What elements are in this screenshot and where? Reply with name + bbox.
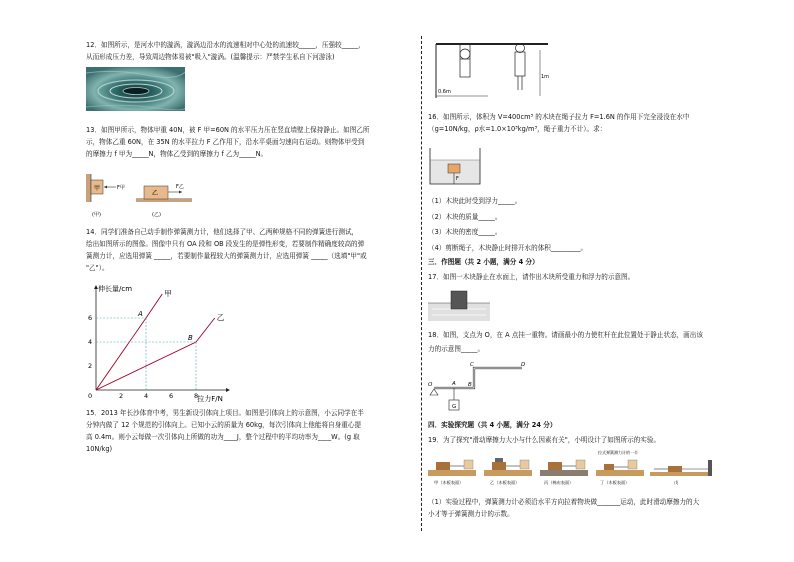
x-axis-label: 拉力F/N (197, 395, 223, 403)
q13-figure (86, 172, 196, 220)
q16-line2: （g=10N/kg，ρ水=1.0×10³kg/m³，绳子重力不计）。求： (428, 125, 607, 133)
q16-a4: （4）剪断绳子，木块静止时排开水的体积_________。 (428, 244, 588, 252)
q14-line2: 绘出如图所示的图像。图像中只有 OA 段和 OB 段发生的是弹性形变，若要制作精确度较高的弹 (86, 240, 365, 248)
q16-a3: （3）木块的密度_____。 (428, 228, 502, 236)
section-3-title: 三．作图题（共 2 小题，满分 4 分） (428, 258, 539, 266)
label-C: C (470, 362, 474, 368)
x-axis-arrow (226, 388, 230, 392)
q15-line4: 10N/kg) (86, 445, 113, 453)
q19-line1: 19．为了探究"滑动摩擦力大小与什么因素有关"，小明设计了如图所示的实验。 (428, 436, 661, 444)
label-06m: 0.6m (438, 89, 451, 95)
label-A: A (452, 381, 456, 387)
q16-force-label: F (456, 176, 459, 182)
label-D: D (521, 362, 526, 368)
q15-line1: 15．2013 年长沙体育中考，男生新设引体向上项目。如图是引体向上的示意图，小云同学在半 (86, 409, 364, 417)
caption-3: 丙（棉布表面） (544, 480, 574, 485)
column-divider (421, 36, 422, 531)
q14-line4: "乙"）。 (86, 264, 109, 272)
q12-line1: 12．如图所示，是河水中的漩涡，漩涡边沿水的流速相对中心处的流速较_____，压强较_____， (86, 41, 365, 49)
q18-line2: 力的示意图_____。 (428, 345, 485, 353)
label-G: G (452, 404, 457, 410)
x-tick-2: 2 (119, 392, 124, 400)
q19-a1-line1: （1）实验过程中，弹簧测力计必须沿水平方向拉着物块做_______运动，此时滑动摩擦力的大 (428, 498, 700, 506)
q14-line1: 14．同学们准备自己动手制作弹簧测力计，他们选择了甲、乙两种规格不同的弹簧进行测试， (86, 228, 359, 236)
label-1m: 1m (541, 74, 550, 80)
caption-5: 戊 (674, 480, 679, 485)
q19-top-note: 拉式弹簧测力计的一半 (598, 450, 638, 455)
point-label-A: A (138, 310, 143, 318)
block-yi-label: 乙 (152, 190, 159, 197)
origin-label: 0 (88, 392, 93, 400)
caption-4: 丁（木板表面） (600, 480, 630, 485)
q12-line2: 从而形成压力差，导致周边物体易被"吸入"漩涡。(温馨提示：严禁学生私自下河游泳) (86, 53, 335, 61)
q18-line1: 18．如图，支点为 O，在 A 点挂一重物。请画最小的力使杠杆在此位置处于静止状态，画出该 (428, 331, 703, 339)
series-name-jia: 甲 (164, 289, 172, 298)
y-axis-label: 伸长量/cm (98, 285, 133, 293)
force-yi-label: F乙 (176, 184, 184, 190)
y-tick-4: 4 (88, 338, 93, 346)
q19-experiment-figure (428, 448, 716, 492)
q13-line1: 13．如图甲所示，物体甲重 40N，被 F 甲=60N 的水平压力压在竖直墙壁上保持静止。如图乙所 (86, 126, 370, 134)
caption-yi: (乙) (152, 212, 161, 218)
q17-figure (428, 285, 490, 321)
q19-a1-line2: 小才等于弹簧测力计的示数。 (428, 510, 514, 518)
whirlpool-photo (86, 67, 185, 111)
q16-a2: （2）木块的质量_____。 (428, 213, 502, 221)
label-B: B (468, 382, 472, 388)
x-tick-6: 6 (169, 392, 174, 400)
block-jia-label: 甲 (94, 185, 101, 192)
caption-1: 甲（木板表面） (434, 480, 464, 485)
section-4-title: 四．实验探究题（共 4 小题，满分 24 分） (428, 421, 557, 429)
q14-line3: 簧测力计，应选用弹簧 _____，若要制作量程较大的弹簧测力计，应选用弹簧 _____（选填"甲"或 (86, 252, 367, 260)
q13-line3: 的摩擦力 f 甲为_____N，物体乙受到的摩擦力 f 乙为_____N。 (86, 150, 268, 158)
q18-lever-figure (426, 360, 530, 416)
q15-line3: 高 0.4m。则小云每做一次引体向上所做的功为____J，整个过程中的平均功率为____W。(g 取 (86, 433, 360, 441)
caption-jia: (甲) (92, 212, 101, 218)
y-tick-2: 2 (88, 362, 93, 370)
x-tick-4: 4 (144, 392, 149, 400)
q16-beaker-figure (428, 146, 484, 186)
q15-line2: 分钟内做了 12 个规范的引体向上。已知小云的质量为 60kg，每次引体向上他能将自身重心提 (86, 421, 362, 429)
x-tick-8: 8 (194, 392, 199, 400)
series-line-yi (96, 318, 215, 390)
spring-chart (82, 282, 232, 408)
label-O: O (428, 382, 433, 388)
caption-2: 乙（木板表面） (490, 480, 520, 485)
q13-line2: 示，物体乙重 60N，在 35N 的水平拉力 F 乙作用下，沿水平桌面匀速向右运动。则物体甲受到 (86, 138, 365, 146)
q17-text: 17．如图一木块静止在水面上，请作出木块所受重力和浮力的示意图。 (428, 273, 635, 281)
q16-a1: （1）木块此时受到浮力_____。 (428, 197, 522, 205)
point-label-B: B (188, 334, 193, 342)
force-jia-label: F甲 (117, 185, 125, 191)
q16-line1: 16．如图所示，体积为 V=400cm³ 的木块在绳子拉力 F=1.6N 的作用下完全浸没在水中 (428, 113, 690, 121)
y-tick-6: 6 (88, 314, 93, 322)
series-name-yi: 乙 (216, 313, 225, 322)
pullup-figure (428, 38, 556, 100)
